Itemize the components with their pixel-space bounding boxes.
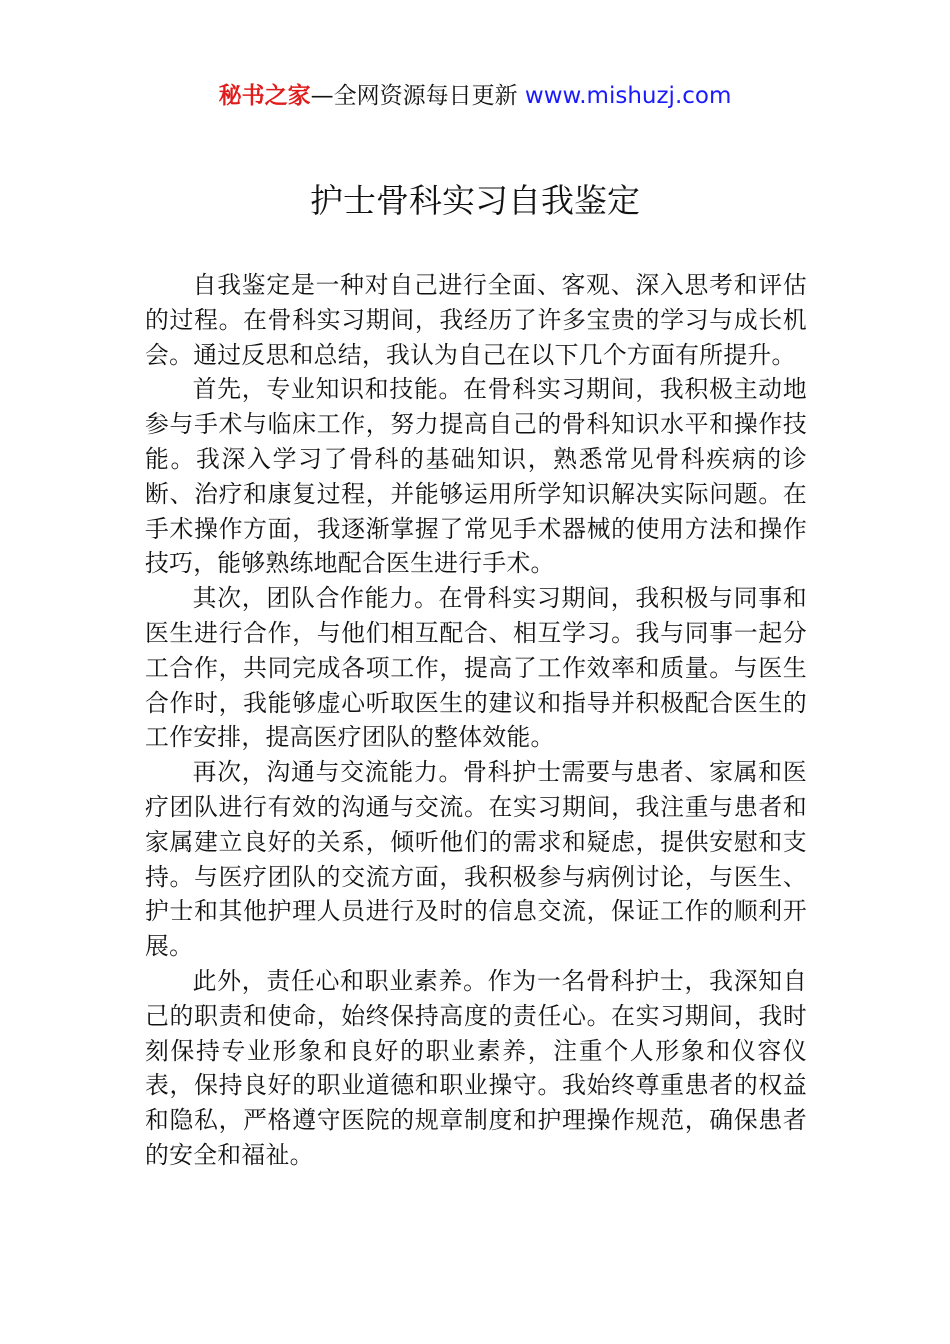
paragraph-responsibility: 此外，责任心和职业素养。作为一名骨科护士，我深知自己的职责和使命，始终保持高度的责任心。在实习期间，我时刻保持专业形象和良好的职业素养，注重个人形象和仪容仪表，保持良好的职业道德和职业操守。我始终尊重患者的权益和隐私，严格遵守医院的规章制度和护理操作规范，确保患者的安全和福祉。 (145, 966, 807, 1169)
paragraph-intro: 自我鉴定是一种对自己进行全面、客观、深入思考和评估的过程。在骨科实习期间，我经历了许多宝贵的学习与成长机会。通过反思和总结，我认为自己在以下几个方面有所提升。 (145, 271, 807, 369)
site-url-link[interactable]: www.mishuzj.com (524, 83, 732, 109)
document-title: 护士骨科实习自我鉴定 (310, 181, 640, 220)
site-header (0, 80, 950, 112)
paragraph-professional-skills: 首先，专业知识和技能。在骨科实习期间，我积极主动地参与手术与临床工作，努力提高自己的骨科知识水平和操作技能。我深入学习了骨科的基础知识，熟悉常见骨科疾病的诊断、治疗和康复过程，并能够运用所学知识解决实际问题。在手术操作方面，我逐渐掌握了常见手术器械的使用方法和操作技巧，能够熟练地配合医生进行手术。 (145, 375, 807, 578)
site-brand: 秘书之家 (218, 83, 311, 109)
paragraph-teamwork: 其次，团队合作能力。在骨科实习期间，我积极与同事和医生进行合作，与他们相互配合、相互学习。我与同事一起分工合作，共同完成各项工作，提高了工作效率和质量。与医生合作时，我能够虚心听取医生的建议和指导并积极配合医生的工作安排，提高医疗团队的整体效能。 (145, 584, 807, 752)
paragraph-communication: 再次，沟通与交流能力。骨科护士需要与患者、家属和医疗团队进行有效的沟通与交流。在实习期间，我注重与患者和家属建立良好的关系，倾听他们的需求和疑虑，提供安慰和支持。与医疗团队的交流方面，我积极参与病例讨论，与医生、护士和其他护理人员进行及时的信息交流，保证工作的顺利开展。 (145, 758, 807, 961)
site-tagline: —全网资源每日更新 (310, 83, 525, 109)
document-body (145, 268, 807, 1173)
